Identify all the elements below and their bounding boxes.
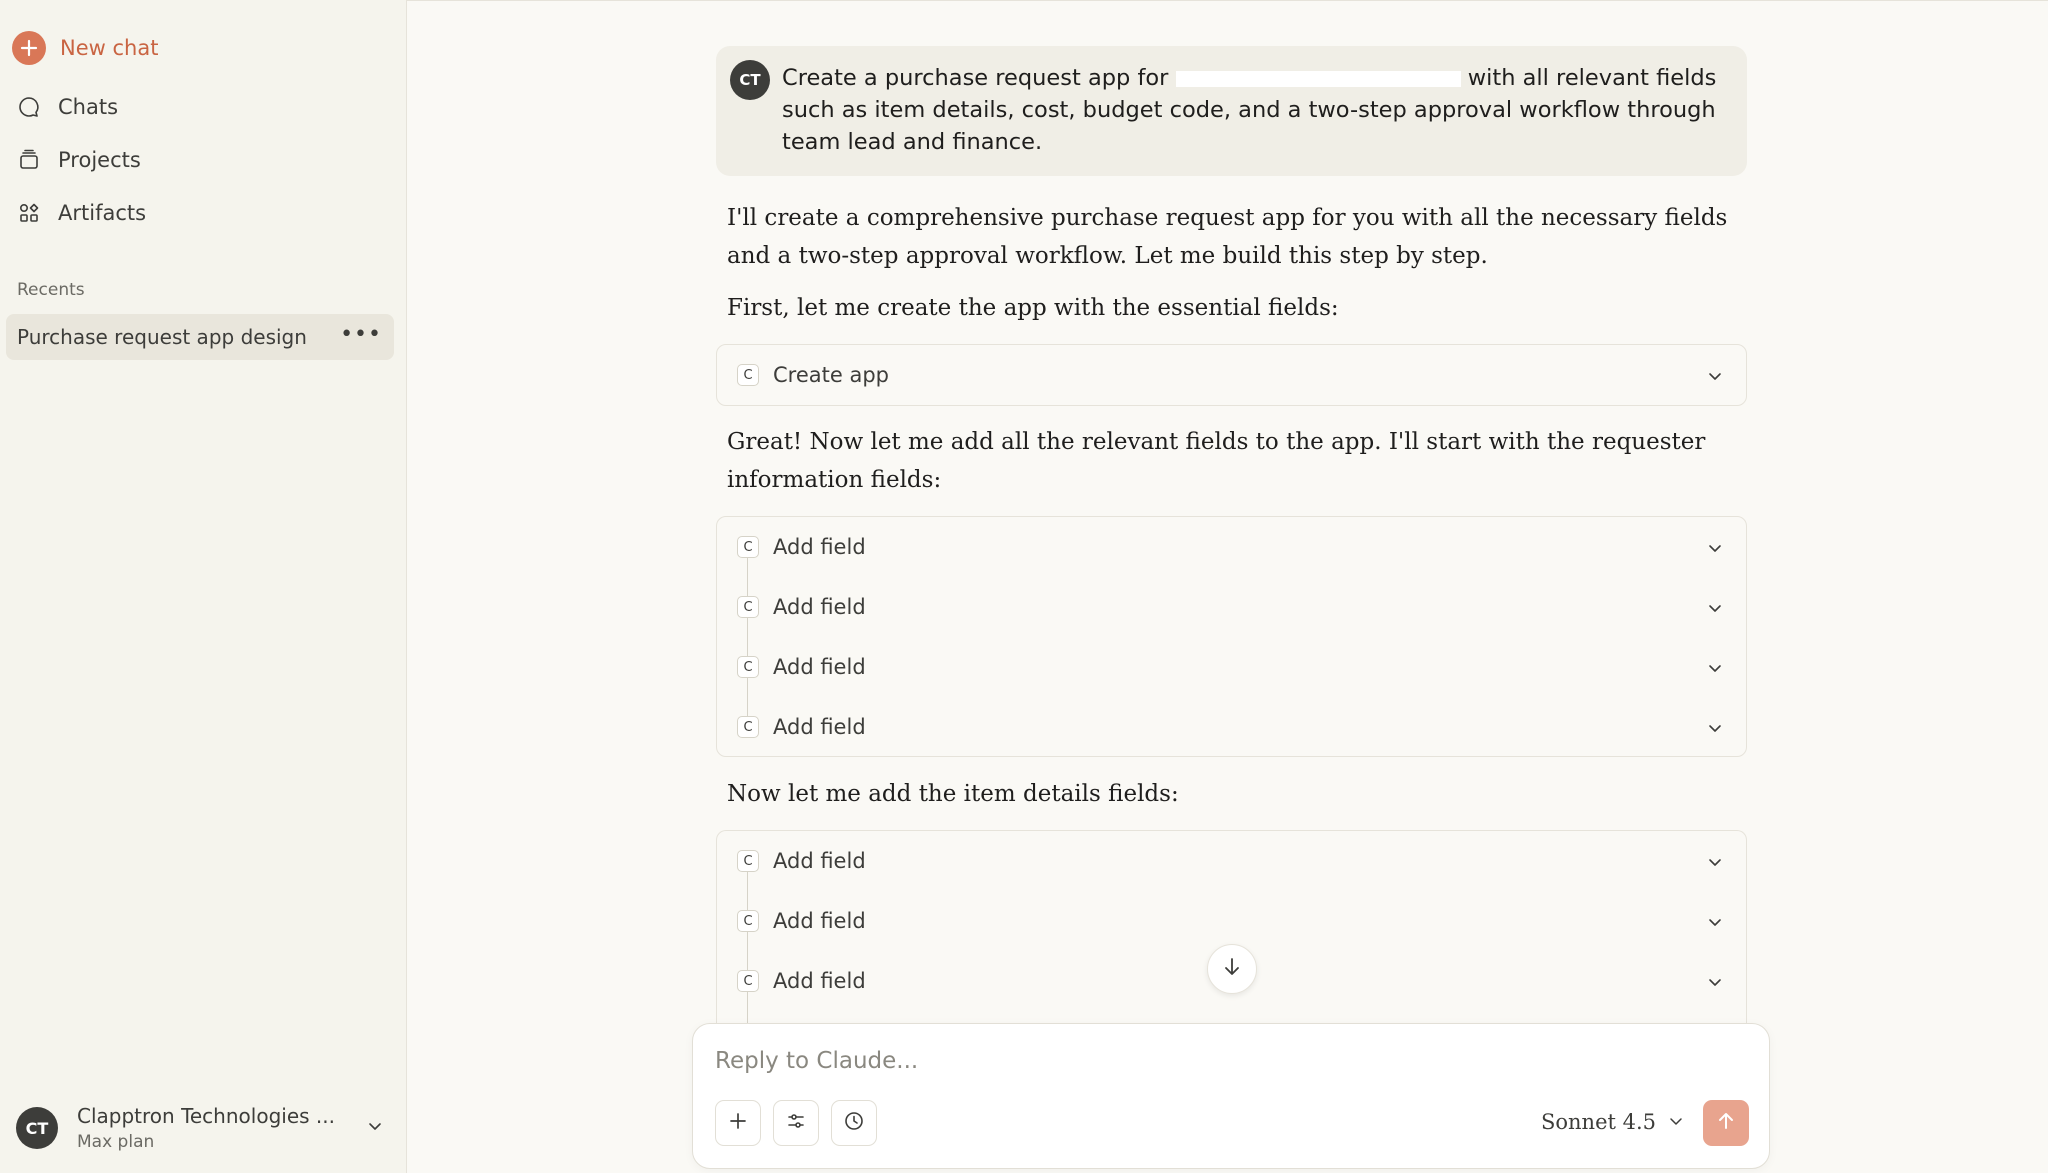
chat-bubble-icon <box>14 92 44 122</box>
model-selector[interactable] <box>1541 1110 1684 1134</box>
avatar: CT <box>16 1107 58 1149</box>
chevron-down-icon[interactable] <box>1706 599 1724 621</box>
clock-icon <box>843 1110 865 1136</box>
plus-icon <box>728 1111 748 1135</box>
artifacts-icon <box>14 198 44 228</box>
tool-badge: C <box>737 536 759 558</box>
arrow-down-icon <box>1221 956 1243 982</box>
tool-label: Add field <box>773 715 866 739</box>
tool-call-create-app[interactable] <box>716 344 1747 406</box>
projects-icon <box>14 145 44 175</box>
arrow-up-icon <box>1716 1111 1736 1135</box>
tool-call-group-requester <box>716 516 1747 757</box>
sidebar-item-label: Chats <box>58 95 119 119</box>
tool-call-add-field[interactable] <box>717 831 1746 891</box>
recent-chat-title: Purchase request app design <box>17 325 307 349</box>
plus-icon <box>12 31 46 65</box>
tool-badge: C <box>737 970 759 992</box>
chevron-down-icon[interactable] <box>1706 913 1724 935</box>
chevron-down-icon[interactable] <box>1706 719 1724 741</box>
sliders-icon <box>786 1111 806 1135</box>
message-composer <box>692 1023 1770 1169</box>
sidebar-item-projects[interactable] <box>14 138 394 182</box>
tool-label: Create app <box>773 363 889 387</box>
send-button[interactable] <box>1703 1100 1749 1146</box>
more-options-icon[interactable]: ••• <box>340 322 382 347</box>
tool-badge: C <box>737 716 759 738</box>
add-attachment-button[interactable] <box>715 1100 761 1146</box>
scroll-to-bottom-button[interactable] <box>1207 944 1257 994</box>
chevron-down-icon[interactable] <box>1706 367 1724 389</box>
tool-label: Add field <box>773 969 866 993</box>
recent-chat-item[interactable] <box>6 314 394 360</box>
tool-call-add-field[interactable] <box>717 517 1746 577</box>
chevron-down-icon <box>1656 1110 1684 1134</box>
redacted-block <box>1176 71 1461 87</box>
sidebar-item-chats[interactable] <box>14 85 394 129</box>
tool-label: Add field <box>773 535 866 559</box>
account-name: Clapptron Technologies ... <box>77 1104 335 1128</box>
assistant-intro: I'll create a comprehensive purchase request app for you with all the necessary fields and a two-step approval workflow. Let me build this step by step. <box>727 205 1728 269</box>
top-divider <box>407 0 2048 1</box>
new-chat-label: New chat <box>60 36 159 60</box>
tool-badge: C <box>737 850 759 872</box>
chevron-down-icon[interactable] <box>1706 659 1724 681</box>
assistant-requester-intro: Great! Now let me add all the relevant fields to the app. I'll start with the requester information fields: <box>727 429 1706 493</box>
reply-input[interactable]: Reply to Claude... <box>715 1048 919 1074</box>
user-message-part: Create a purchase request app for <box>782 65 1176 91</box>
tool-call-add-field[interactable] <box>717 697 1746 757</box>
assistant-first-step: First, let me create the app with the essential fields: <box>727 295 1339 321</box>
tool-label: Add field <box>773 595 866 619</box>
user-message-part: with all relevant fields such as item details, cost, budget code, and a two-step approval workflow through team lead and finance. <box>782 65 1717 155</box>
tool-badge: C <box>737 364 759 386</box>
avatar: CT <box>730 60 770 100</box>
assistant-item-intro: Now let me add the item details fields: <box>727 781 1179 807</box>
sidebar-item-label: Artifacts <box>58 201 147 225</box>
account-menu[interactable] <box>16 1100 391 1156</box>
account-plan: Max plan <box>77 1132 155 1152</box>
new-chat-button[interactable] <box>14 26 394 70</box>
tool-call-add-field[interactable] <box>717 577 1746 637</box>
user-message-text <box>782 62 1722 158</box>
tool-call-add-field[interactable] <box>717 637 1746 697</box>
tools-settings-button[interactable] <box>773 1100 819 1146</box>
recents-heading: Recents <box>17 280 85 300</box>
tool-badge: C <box>737 656 759 678</box>
chevron-down-icon[interactable] <box>365 1116 385 1140</box>
tool-label: Add field <box>773 655 866 679</box>
chevron-down-icon[interactable] <box>1706 539 1724 561</box>
history-button[interactable] <box>831 1100 877 1146</box>
tool-badge: C <box>737 910 759 932</box>
user-message <box>716 46 1747 176</box>
sidebar <box>0 0 407 1173</box>
tool-badge: C <box>737 596 759 618</box>
tool-label: Add field <box>773 909 866 933</box>
chevron-down-icon[interactable] <box>1706 853 1724 875</box>
model-name: Sonnet 4.5 <box>1541 1110 1657 1134</box>
chevron-down-icon[interactable] <box>1706 973 1724 995</box>
sidebar-item-artifacts[interactable] <box>14 191 394 235</box>
tool-label: Add field <box>773 849 866 873</box>
sidebar-item-label: Projects <box>58 148 141 172</box>
tool-call-add-field[interactable] <box>717 891 1746 951</box>
